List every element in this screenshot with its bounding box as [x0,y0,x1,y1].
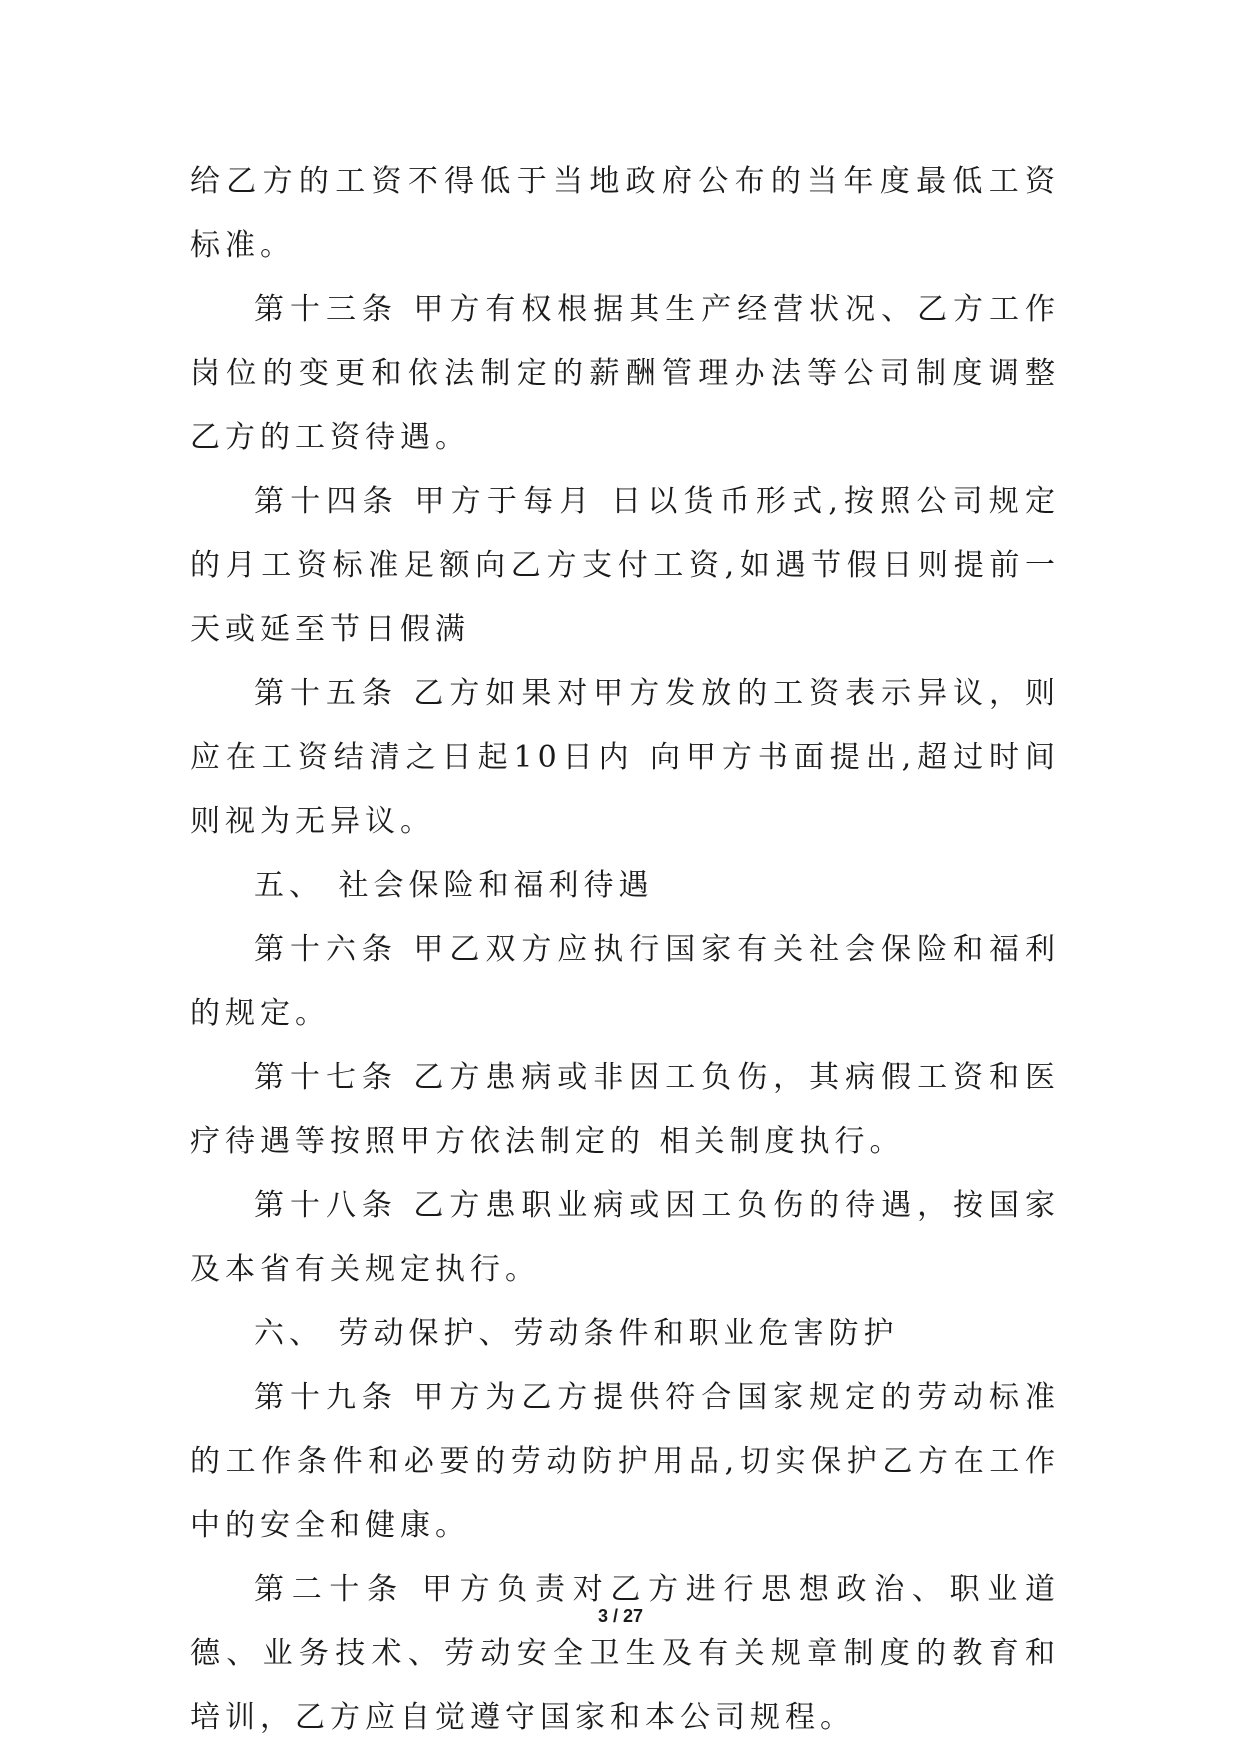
paragraph-article-19: 第十九条 甲方为乙方提供符合国家规定的劳动标准的工作条件和必要的劳动防护用品,切实保护乙方在工作中的安全和健康。 [190,1380,1060,1543]
document-body [190,150,1060,1750]
section-heading-labor-protection: 六、 劳动保护、劳动条件和职业危害防护 [254,1316,899,1351]
paragraph-article-13: 第十三条 甲方有权根据其生产经营状况、乙方工作岗位的变更和依法制定的薪酬管理办法等公司制度调整乙方的工资待遇。 [190,292,1060,455]
paragraph-article-18: 第十八条 乙方患职业病或因工负伤的待遇，按国家及本省有关规定执行。 [190,1188,1060,1287]
paragraph-article-20: 第二十条 甲方负责对乙方进行思想政治、职业道德、业务技术、劳动安全卫生及有关规章制度的教育和培训，乙方应自觉遵守国家和本公司规程。 [190,1572,1060,1735]
section-heading-social-insurance: 五、 社会保险和福利待遇 [254,868,654,903]
paragraph-article-16: 第十六条 甲乙双方应执行国家有关社会保险和福利的规定。 [190,932,1060,1031]
page-number: 3 / 27 [597,1606,644,1626]
paragraph-wage-minimum: 给乙方的工资不得低于当地政府公布的当年度最低工资标准。 [190,164,1060,263]
paragraph-article-15: 第十五条 乙方如果对甲方发放的工资表示异议，则应在工资结清之日起10日内 向甲方书面提出,超过时间则视为无异议。 [190,676,1060,839]
paragraph-article-14: 第十四条 甲方于每月 日以货币形式,按照公司规定的月工资标准足额向乙方支付工资,如遇节假日则提前一天或延至节日假满 [190,484,1060,647]
paragraph-article-17: 第十七条 乙方患病或非因工负伤，其病假工资和医疗待遇等按照甲方依法制定的 相关制度执行。 [190,1060,1060,1159]
